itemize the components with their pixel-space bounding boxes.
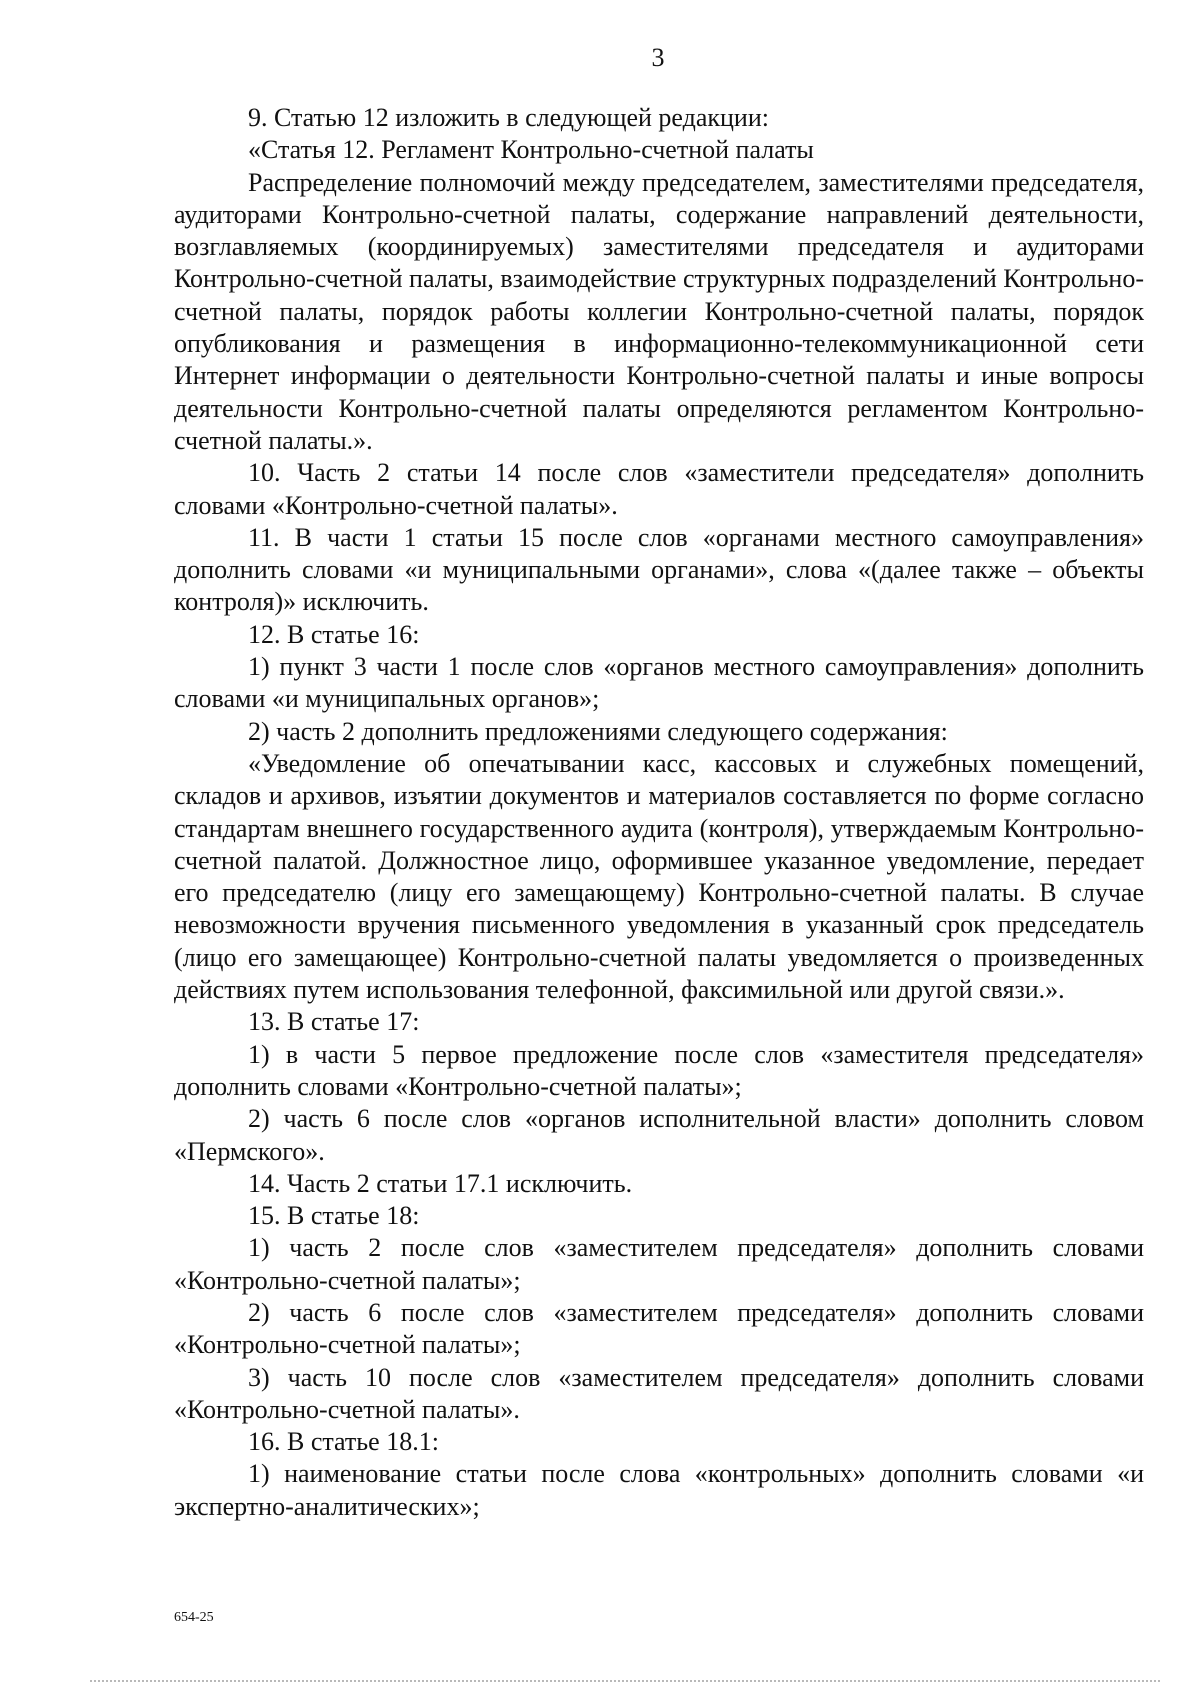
paragraph-item-15: 15. В статье 18:: [248, 1201, 420, 1231]
page-number: 3: [651, 43, 665, 72]
paragraph-item-15-2: 2) часть 6 после слов «заместителем председателя» дополнить словами «Контрольно-счетной палаты»;: [174, 1297, 1144, 1360]
paragraph-item-13-1: 1) в части 5 первое предложение после слов «заместителя председателя» дополнить словами «Контрольно-счетной палаты»;: [174, 1039, 1144, 1101]
paragraph-item-10: 10. Часть 2 статьи 14 после слов «заместители председателя» дополнить словами «Контрольно-счетной палаты».: [174, 458, 1144, 520]
paragraph-item-16-1: 1) наименование статьи после слова «контрольных» дополнить словами «и экспертно-аналитических»;: [174, 1459, 1144, 1521]
paragraph-item-12-1: 1) пункт 3 части 1 после слов «органов местного самоуправления» дополнить словами «и муниципальных органов»;: [174, 652, 1144, 714]
paragraph-notification-text: «Уведомление об опечатывании касс, кассовых и служебных помещений, складов и архивов, изъятии документов и материалов составляется по форме согласно стандартам внешнего государственного аудита (контроля), утверждаемым Контрольно-счетной палатой. Должностное лицо, оформившее указанное уведомление, передает его председателю (лицу его замещающему) Контрольно-счетной палаты. В случае невозможности вручения письменного уведомления в указанный срок председатель (лицо его замещающее) Контрольно-счетной палаты уведомляется о произведенных действиях путем использования телефонной, факсимильной или другой связи.».: [174, 748, 1144, 1005]
paragraph-item-12-2: 2) часть 2 дополнить предложениями следующего содержания:: [248, 716, 948, 746]
paragraph-item-9: 9. Статью 12 изложить в следующей редакции:: [248, 103, 769, 132]
paragraph-item-13: 13. В статье 17:: [248, 1007, 420, 1037]
paragraph-item-11: 11. В части 1 статьи 15 после слов «органами местного самоуправления» дополнить словами «и муниципальными органами», слова «(далее также – объекты контроля)» исключить.: [174, 522, 1144, 617]
scan-edge-divider: [90, 1680, 1160, 1684]
paragraph-item-16: 16. В статье 18.1:: [248, 1427, 439, 1457]
paragraph-item-13-2: 2) часть 6 после слов «органов исполнительной власти» дополнить словом «Пермского».: [174, 1104, 1144, 1166]
paragraph-article-12-text: Распределение полномочий между председателем, заместителями председателя, аудиторами Контрольно-счетной палаты, содержание направлений деятельности, возглавляемых (координируемых) заместителями председателя и аудиторами Контрольно-счетной палаты, взаимодействие структурных подразделений Контрольно-счетной палаты, порядок работы коллегии Контрольно-счетной палаты, порядок опубликования и размещения в информационно-телекоммуникационной сети Интернет информации о деятельности Контрольно-счетной палаты и иные вопросы деятельности Контрольно-счетной палаты определяются регламентом Контрольно-счетной палаты.».: [174, 167, 1144, 455]
paragraph-item-14: 14. Часть 2 статьи 17.1 исключить.: [248, 1168, 633, 1198]
paragraph-item-15-3: 3) часть 10 после слов «заместителем председателя» дополнить словами «Контрольно-счетной палаты».: [174, 1362, 1144, 1424]
paragraph-article-12-title: «Статья 12. Регламент Контрольно-счетной палаты: [248, 135, 814, 165]
paragraph-item-12: 12. В статье 16:: [248, 619, 420, 649]
document-body: [174, 102, 1144, 1523]
paragraph-item-15-1: 1) часть 2 после слов «заместителем председателя» дополнить словами «Контрольно-счетной палаты»;: [174, 1233, 1144, 1295]
document-code: 654-25: [174, 1610, 214, 1625]
